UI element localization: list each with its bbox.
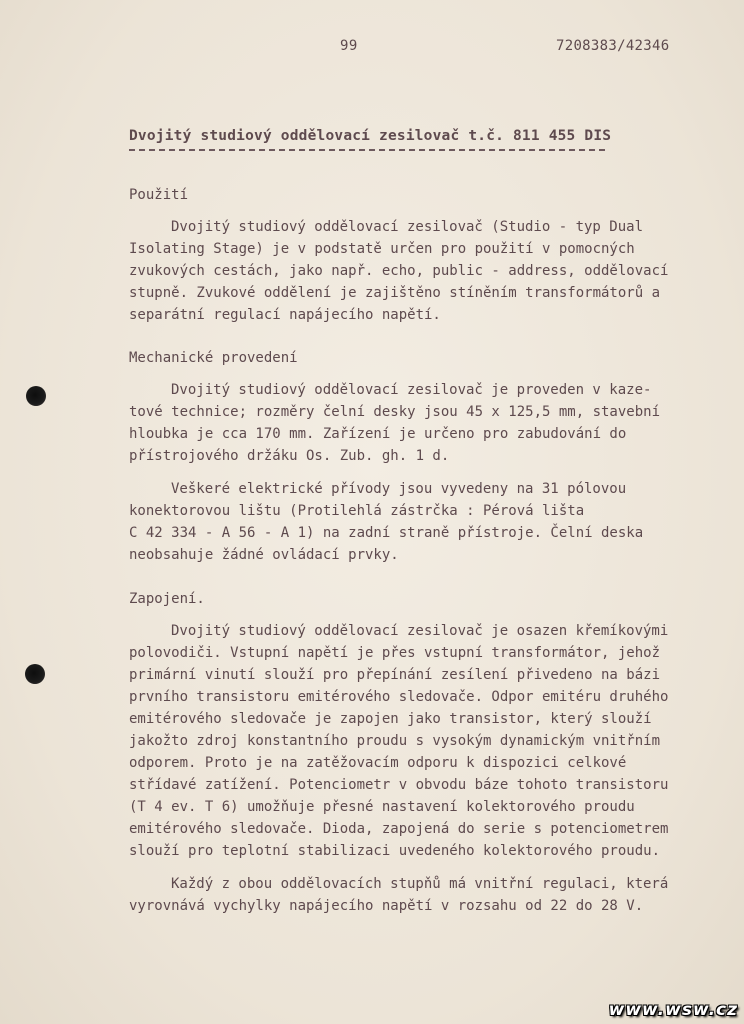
text-line: vyrovnává vychylky napájecího napětí v rozsahu od 22 do 28 V. xyxy=(129,898,644,914)
text-line: primární vinutí slouží pro přepínání zesílení přivedeno na bázi xyxy=(129,667,661,683)
text-line: stupně. Zvukové oddělení je zajištěno stíněním transformátorů a xyxy=(129,285,661,301)
text-line: separátní regulací napájecího napětí. xyxy=(129,307,441,323)
paragraph-zapojeni-1 xyxy=(129,620,709,862)
text-line: odporem. Proto je na zatěžovacím odporu k dispozici celkové xyxy=(129,755,627,771)
section-heading-pouziti: Použití xyxy=(129,187,189,203)
text-line: neobsahuje žádné ovládací prvky. xyxy=(129,547,399,563)
page-number: 99 xyxy=(340,38,358,54)
paragraph-pouziti-1 xyxy=(129,216,709,326)
paragraph-zapojeni-2 xyxy=(129,873,709,917)
text-line: Každý z obou oddělovacích stupňů má vnitřní regulaci, která xyxy=(171,876,669,892)
text-line: emitérového sledovače. Dioda, zapojená do serie s potenciometrem xyxy=(129,821,669,837)
document-title: Dvojitý studiový oddělovací zesilovač t.č. 811 455 DIS xyxy=(129,128,612,144)
paragraph-mechanicke-1 xyxy=(129,379,709,467)
text-line: C 42 334 - A 56 - A 1) na zadní straně přístroje. Čelní deska xyxy=(129,525,644,541)
text-line: střídavé zatížení. Potenciometr v obvodu báze tohoto transistoru xyxy=(129,777,669,793)
document-reference: 7208383/42346 xyxy=(556,38,670,54)
text-line: přístrojového držáku Os. Zub. gh. 1 d. xyxy=(129,448,450,464)
text-line: (T 4 ev. T 6) umožňuje přesné nastavení kolektorového proudu xyxy=(129,799,635,815)
section-heading-zapojeni: Zapojení. xyxy=(129,591,205,607)
text-line: jakožto zdroj konstantního proudu s vysokým dynamickým vnitřním xyxy=(129,733,661,749)
title-underline xyxy=(129,149,605,151)
text-line: prvního transistoru emitérového sledovače. Odpor emitéru druhého xyxy=(129,689,669,705)
text-line: Dvojitý studiový oddělovací zesilovač je osazen křemíkovými xyxy=(171,623,669,639)
text-line: konektorovou lištu (Protilehlá zástrčka : Pérová lišta xyxy=(129,503,585,519)
text-line: emitérového sledovače je zapojen jako transistor, který slouží xyxy=(129,711,652,727)
text-line: slouží pro teplotní stabilizaci uvedeného kolektorového proudu. xyxy=(129,843,661,859)
text-line: hloubka je cca 170 mm. Zařízení je určeno pro zabudování do xyxy=(129,426,627,442)
watermark-logo: www.wsw.cz xyxy=(608,1000,738,1020)
paragraph-mechanicke-2 xyxy=(129,478,709,566)
text-line: tové technice; rozměry čelní desky jsou 45 x 125,5 mm, stavební xyxy=(129,404,661,420)
text-line: zvukových cestách, jako např. echo, public - address, oddělovací xyxy=(129,263,669,279)
text-line: polovodiči. Vstupní napětí je přes vstupní transformátor, jehož xyxy=(129,645,661,661)
text-line: Isolating Stage) je v podstatě určen pro použití v pomocných xyxy=(129,241,635,257)
text-line: Dvojitý studiový oddělovací zesilovač (Studio - typ Dual xyxy=(171,219,644,235)
text-line: Veškeré elektrické přívody jsou vyvedeny na 31 pólovou xyxy=(171,481,627,497)
punch-hole-lower xyxy=(25,664,45,684)
section-heading-mechanicke-provedeni: Mechanické provedení xyxy=(129,350,298,366)
punch-hole-upper xyxy=(26,386,46,406)
text-line: Dvojitý studiový oddělovací zesilovač je proveden v kaze- xyxy=(171,382,652,398)
